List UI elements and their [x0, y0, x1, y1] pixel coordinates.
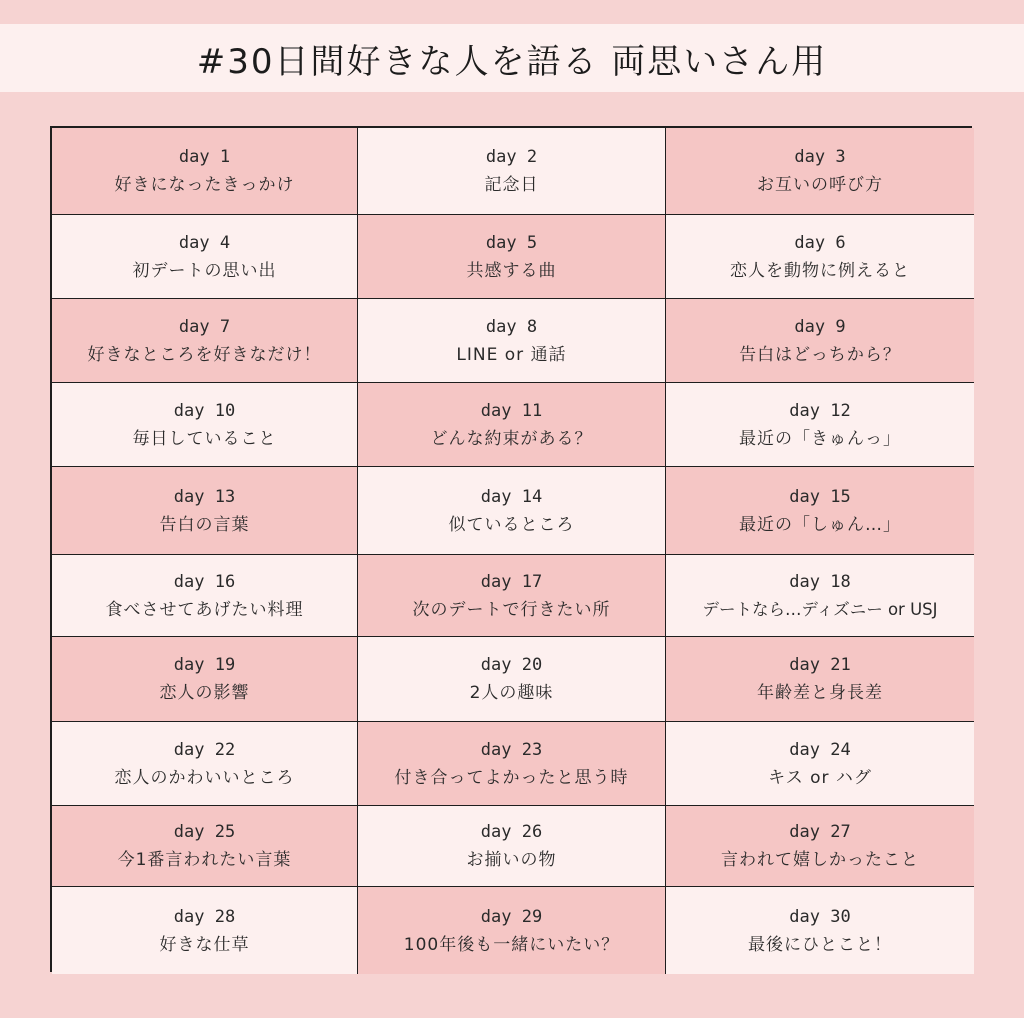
day-cell-24: [666, 722, 974, 806]
day-cell-23: [358, 722, 666, 806]
day-cell-17: [358, 555, 666, 637]
day-topic: お互いの呼び方: [757, 175, 883, 195]
day-cell-2: [358, 128, 666, 215]
day-topic: LINE or 通話: [456, 344, 567, 365]
day-topic: 毎日していること: [132, 428, 277, 449]
day-label: day 7: [178, 316, 231, 337]
day-cell-26: [358, 806, 666, 887]
day-label: day 24: [789, 739, 851, 760]
day-topic: 似ているところ: [448, 514, 575, 535]
day-topic: どんな約束がある？: [430, 428, 593, 449]
day-cell-6: [666, 215, 974, 299]
day-cell-8: [358, 299, 666, 383]
day-topic: 告白の言葉: [159, 514, 250, 535]
day-topic: 付き合ってよかったと思う時: [394, 767, 629, 788]
day-topic: キス or ハグ: [768, 767, 872, 788]
day-topic: 今1番言われたい言葉: [117, 850, 292, 870]
day-label: day 29: [480, 906, 543, 927]
day-label: day 13: [173, 486, 236, 507]
page-title: #30日間好きな人を語る 両思いさん用: [196, 41, 828, 82]
day-cell-20: [358, 637, 666, 722]
day-label: day 10: [173, 400, 236, 421]
day-label: day 11: [480, 400, 543, 421]
day-cell-7: [52, 299, 358, 383]
day-label: day 20: [480, 655, 543, 675]
day-topic: 好きになったきっかけ: [114, 175, 295, 195]
day-topic: 100年後も一緒にいたい？: [403, 934, 620, 955]
day-label: day 21: [789, 655, 851, 675]
day-label: day 3: [794, 147, 846, 167]
day-topic: 恋人を動物に例えると: [730, 260, 910, 281]
day-label: day 2: [485, 147, 538, 167]
day-cell-13: [52, 467, 358, 555]
day-cell-27: [666, 806, 974, 887]
day-topic: 次のデートで行きたい所: [412, 599, 611, 620]
day-topic: 言われて嬉しかったこと: [721, 850, 919, 870]
day-cell-12: [666, 383, 974, 467]
day-topic: 記念日: [484, 175, 539, 195]
day-topic: 恋人のかわいいところ: [114, 767, 295, 788]
day-label: day 28: [173, 906, 236, 927]
day-cell-10: [52, 383, 358, 467]
day-cell-18: [666, 555, 974, 637]
day-label: day 5: [485, 232, 538, 253]
day-cell-30: [666, 887, 974, 974]
day-topic: 最近の「きゅんっ」: [739, 428, 901, 449]
day-label: day 27: [789, 822, 851, 842]
day-cell-1: [52, 128, 358, 215]
day-cell-14: [358, 467, 666, 555]
day-topic: 告白はどっちから？: [739, 344, 901, 365]
day-topic: 年齢差と身長差: [757, 683, 883, 703]
title-band: [0, 24, 1024, 92]
day-cell-21: [666, 637, 974, 722]
day-label: day 26: [480, 822, 543, 842]
day-label: day 15: [789, 486, 851, 507]
day-label: day 17: [480, 571, 543, 592]
day-cell-15: [666, 467, 974, 555]
day-label: day 12: [789, 400, 851, 421]
day-topic: 初デートの思い出: [132, 260, 277, 281]
day-topic: デートなら…ディズニー or USJ: [702, 599, 938, 619]
day-topic: 好きなところを好きなだけ！: [87, 344, 322, 365]
day-topic: 共感する曲: [466, 260, 557, 281]
day-label: day 19: [173, 655, 236, 675]
day-cell-19: [52, 637, 358, 722]
day-cell-16: [52, 555, 358, 637]
day-label: day 22: [173, 739, 236, 760]
day-label: day 8: [485, 316, 538, 337]
day-topic: 2人の趣味: [469, 683, 554, 703]
day-grid: [50, 126, 972, 972]
day-label: day 25: [173, 822, 236, 842]
day-label: day 16: [173, 571, 236, 592]
day-label: day 1: [178, 147, 231, 167]
day-cell-3: [666, 128, 974, 215]
day-cell-28: [52, 887, 358, 974]
day-label: day 6: [794, 232, 846, 253]
day-topic: 最近の「しゅん…」: [739, 514, 901, 535]
day-topic: 好きな仕草: [159, 934, 250, 955]
day-label: day 23: [480, 739, 543, 760]
day-cell-9: [666, 299, 974, 383]
day-cell-29: [358, 887, 666, 974]
day-cell-25: [52, 806, 358, 887]
day-topic: 食べさせてあげたい料理: [105, 599, 304, 620]
day-label: day 4: [178, 232, 231, 253]
day-topic: お揃いの物: [466, 850, 557, 870]
day-label: day 18: [789, 571, 851, 592]
day-label: day 9: [794, 316, 846, 337]
day-topic: 最後にひとこと！: [748, 934, 892, 955]
day-label: day 30: [789, 906, 851, 927]
day-topic: 恋人の影響: [159, 683, 250, 703]
day-cell-11: [358, 383, 666, 467]
day-cell-22: [52, 722, 358, 806]
day-cell-4: [52, 215, 358, 299]
day-cell-5: [358, 215, 666, 299]
day-label: day 14: [480, 486, 543, 507]
